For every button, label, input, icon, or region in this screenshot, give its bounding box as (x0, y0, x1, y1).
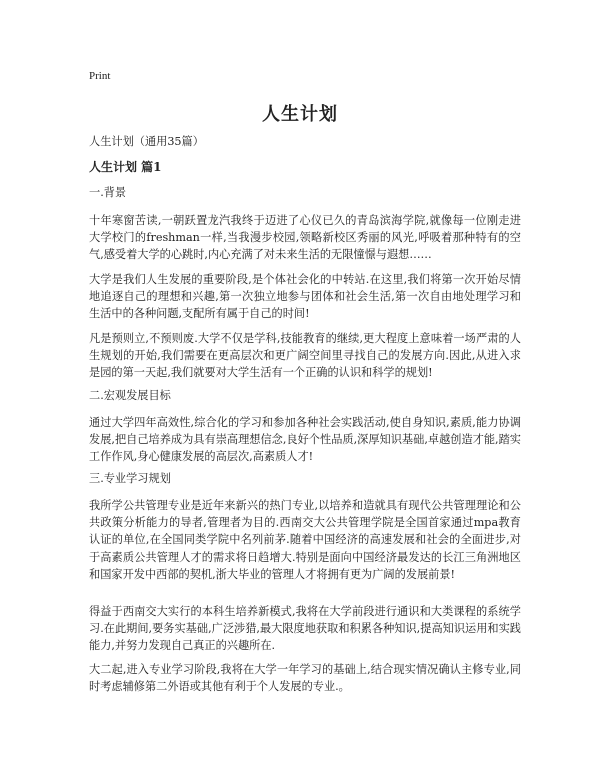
paragraph-7: 大二起,进入专业学习阶段,我将在大学一年学习的基础上,结合现实情况确认主修专业,同时考虑辅修第二外语或其他有利于个人发展的专业.。 (89, 663, 521, 694)
heading-study-plan: 三.专业学习规划 (89, 472, 171, 485)
paragraph-5: 我所学公共管理专业是近年来新兴的热门专业,以培养和造就具有现代公共管理理论和公共政策分析能力的导者,管理者为目的.西南交大公共管理学院是全国首家通过mpa教育认证的单位,在全国同类学院中名列前茅.随着中国经济的高速发展和社会的全面进步,对于高素质公共管理人才的需求将日趋增大.特别是面向中国经济最发达的长江三角洲地区和国家开发中西部的契机,浙大毕业的管理人才将拥有更为广阔的发展前景! (89, 499, 521, 581)
page-title: 人生计划 (262, 104, 338, 125)
paragraph-3: 凡是预则立,不预则废.大学不仅是学科,技能教育的继续,更大程度上意味着一场严肃的人生规划的开始,我们需要在更高层次和更广阔空间里寻找自己的发展方向.因此,从进入求是园的第一天起,我们就要对大学生活有一个正确的认识和科学的规划! (89, 332, 521, 380)
doc-subtitle: 人生计划（通用35篇） (89, 135, 204, 148)
paragraph-4: 通过大学四年高效性,综合化的学习和参加各种社会实践活动,使自身知识,素质,能力协调发展,把自己培养成为具有崇高理想信念,良好个性品质,深厚知识基础,卓越创造才能,踏实工作作风,身心健康发展的高层次,高素质人才! (89, 416, 521, 464)
paragraph-2: 大学是我们人生发展的重要阶段,是个体社会化的中转站.在这里,我们将第一次开始尽情地追逐自己的理想和兴趣,第一次独立地参与团体和社会生活,第一次自由地处理学习和生活中的各种问题,支配所有属于自己的时间! (89, 273, 521, 321)
print-label[interactable]: Print (89, 70, 111, 82)
paragraph-6: 得益于西南交大实行的本科生培养新模式,我将在大学前段进行通识和大类课程的系统学习.在此期间,要务实基础,广泛涉猎,最大限度地获取和积累各种知识,提高知识运用和实践能力,并努力发现自己真正的兴趣所在. (89, 605, 521, 653)
paragraph-1: 十年寒窗苦读,一朝跃置龙汽我终于迈进了心仪已久的青岛滨海学院,就像每一位刚走进大学校门的freshman一样,当我漫步校园,领略新校区秀丽的风光,呼吸着那种特有的空气,感受着大学的心跳时,内心充满了对未来生活的无限憧憬与遐想…… (89, 214, 521, 262)
section-title: 人生计划 篇1 (89, 160, 162, 174)
heading-background: 一.背景 (89, 186, 127, 199)
heading-macro-goals: 二.宏观发展目标 (89, 389, 171, 402)
